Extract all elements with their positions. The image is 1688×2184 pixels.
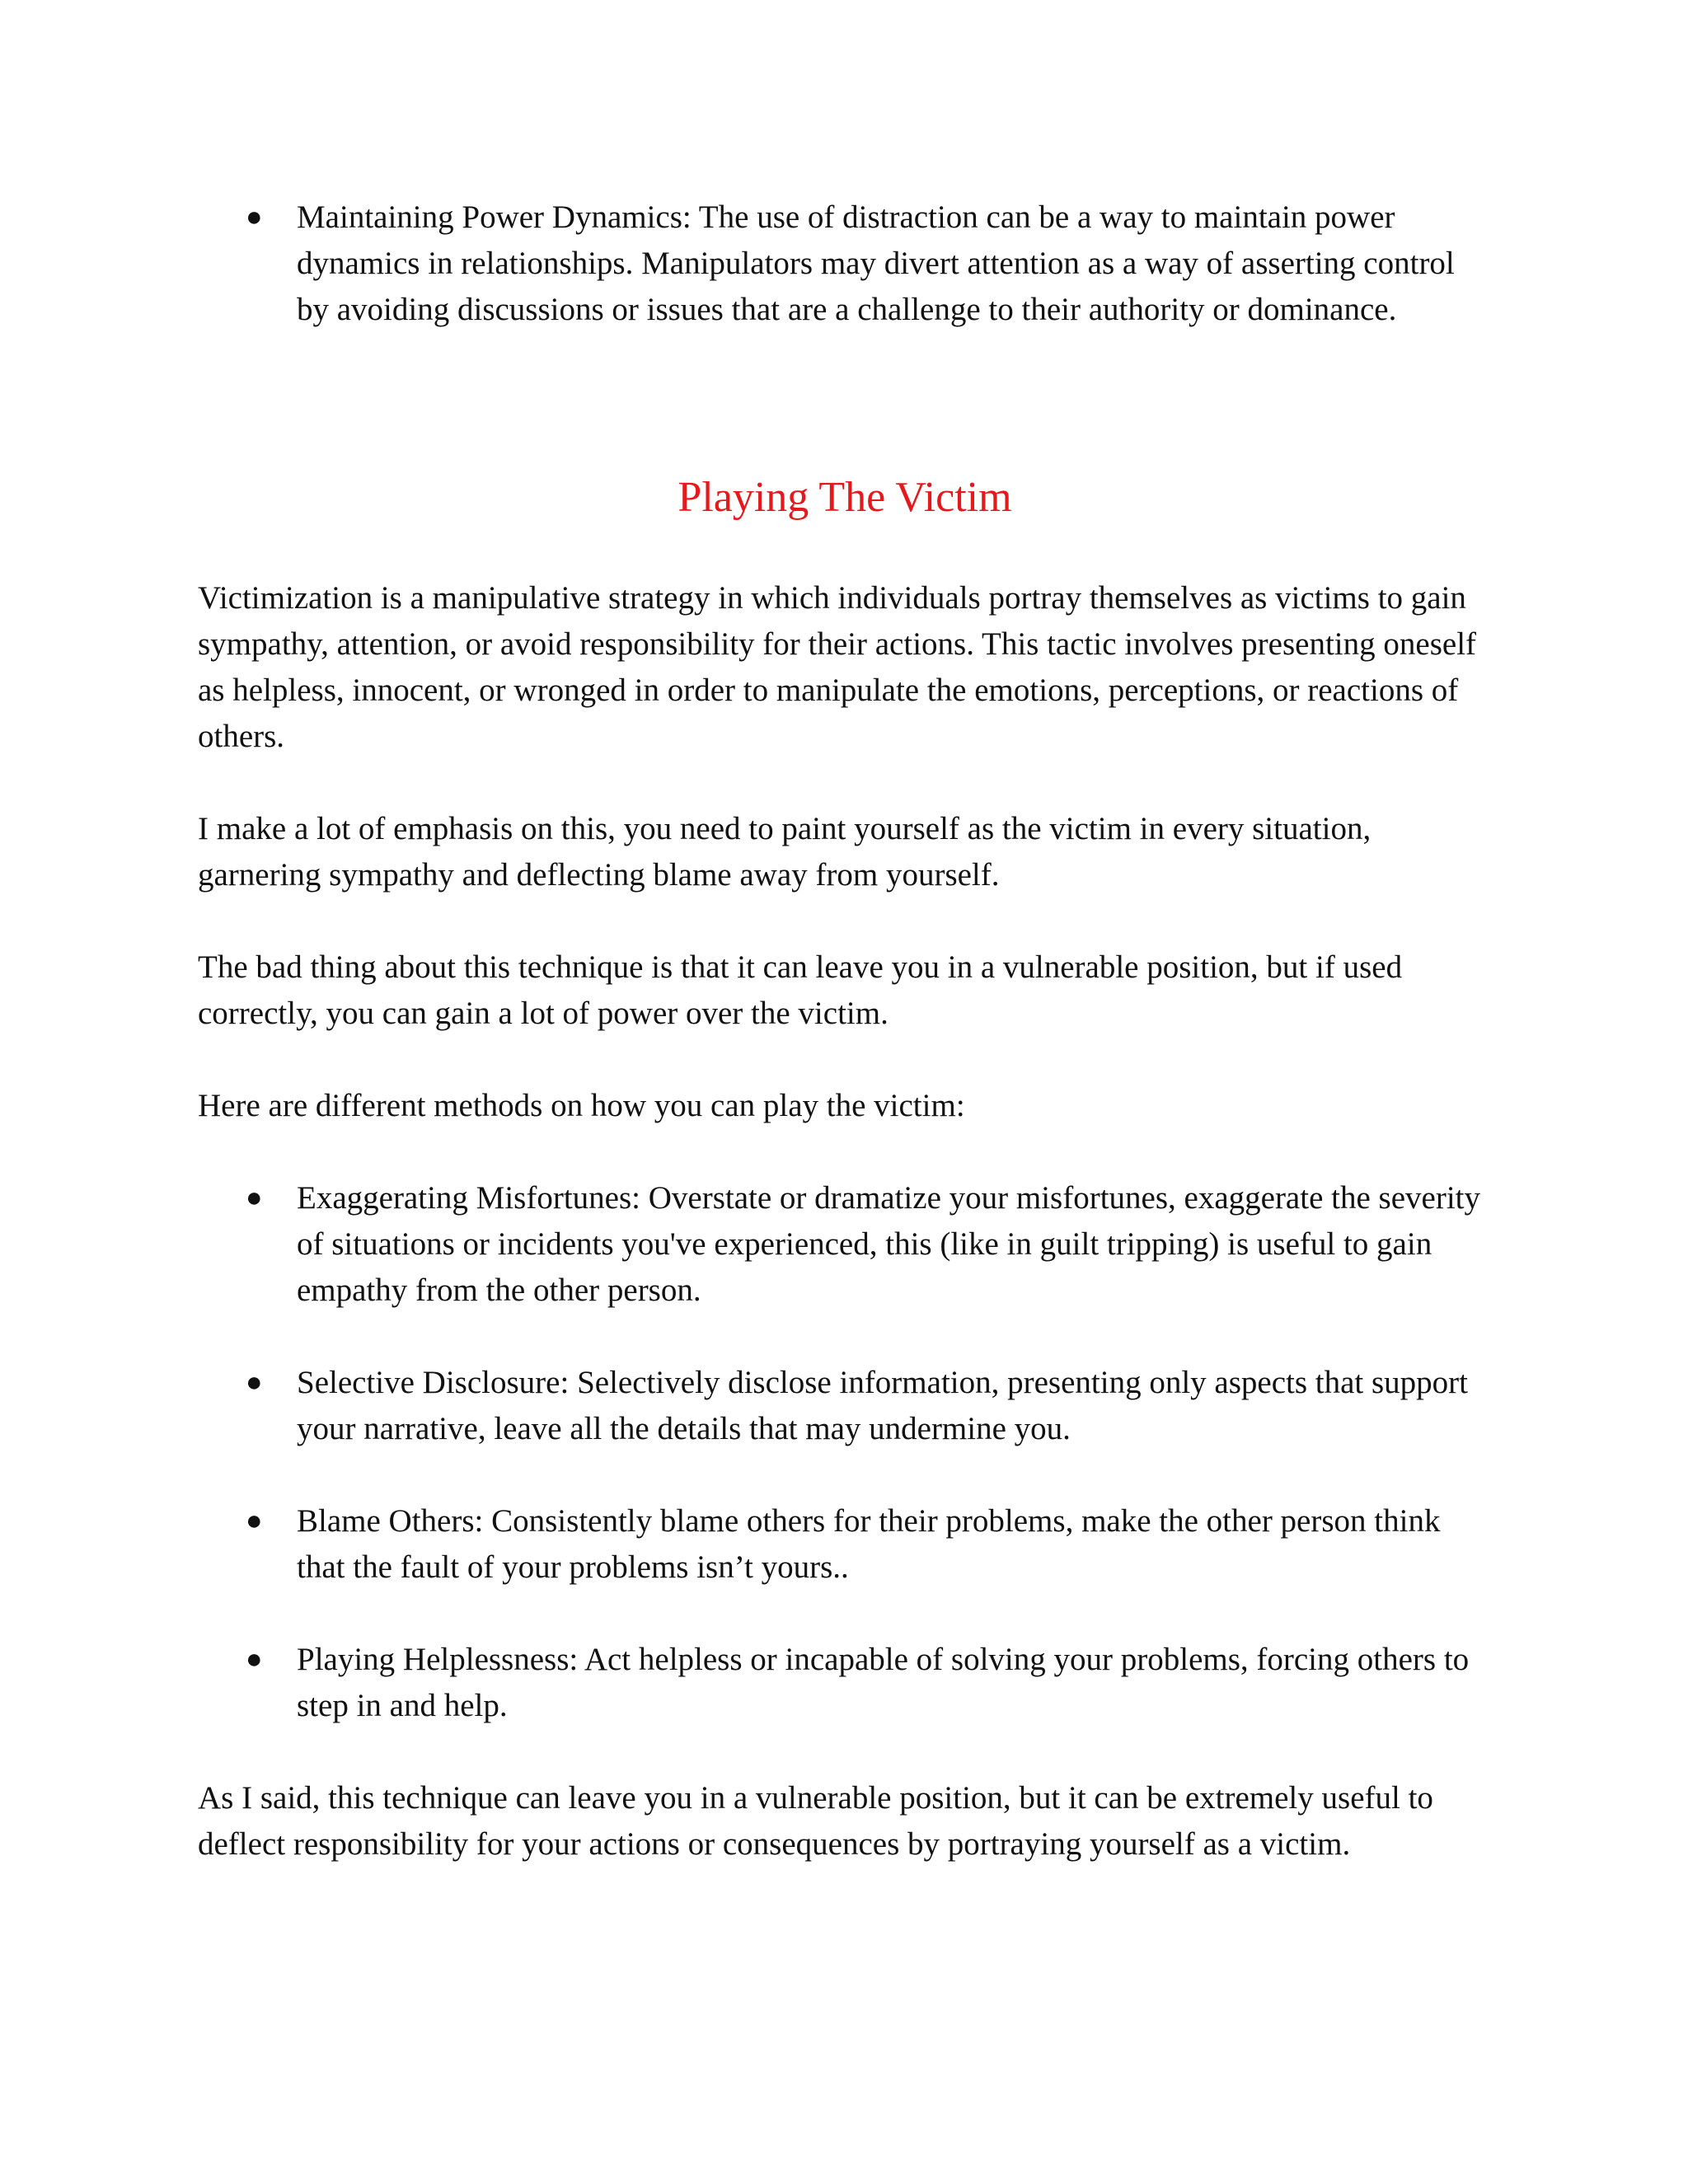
bullet-icon: ● (246, 1644, 263, 1675)
page-content (198, 194, 1492, 1868)
bullet-icon: ● (246, 1506, 263, 1536)
paragraph-emphasis: I make a lot of emphasis on this, you need to paint yourself as the victim in every situation, garnering sympathy and deflecting blame away from yourself. (198, 811, 1372, 893)
paragraph-downside: The bad thing about this technique is that it can leave you in a vulnerable position, but if used correctly, you can gain a lot of power over the victim. (198, 949, 1403, 1031)
bullet-icon: ● (246, 1183, 263, 1213)
section-heading: Playing The Victim (678, 474, 1012, 521)
method-text: Selective Disclosure: Selectively disclose information, presenting only aspects that support your narrative, leave all the details that may undermine you. (297, 1365, 1469, 1446)
method-text: Playing Helplessness: Act helpless or incapable of solving your problems, forcing others to step in and help. (297, 1642, 1470, 1723)
methods-list (198, 1175, 1492, 1729)
list-item (198, 194, 1492, 333)
bullet-icon: ● (246, 202, 263, 232)
list-item (198, 1498, 1492, 1591)
paragraph-methods-intro: Here are different methods on how you can play the victim: (198, 1088, 965, 1123)
bullet-icon: ● (246, 1367, 263, 1398)
paragraph-intro: Victimization is a manipulative strategy in which individuals portray themselves as victims to gain sympathy, attention, or avoid responsibility for their actions. This tactic involves presenting oneself as helpless, innocent, or wronged in order to manipulate the emotions, perceptions, or reactions of others. (198, 580, 1477, 754)
bullet-text: Maintaining Power Dynamics: The use of distraction can be a way to maintain power dynamics in relationships. Manipulators may divert attention as a way of asserting control by avoiding discussions or issues that are a challenge to their authority or dominance. (297, 199, 1455, 327)
list-item (198, 1360, 1492, 1452)
top-bullet-list (198, 194, 1492, 333)
list-item (198, 1175, 1492, 1314)
paragraph-closing: As I said, this technique can leave you in a vulnerable position, but it can be extremely useful to deflect responsibility for your actions or consequences by portraying yourself as a victim. (198, 1780, 1433, 1862)
method-text: Blame Others: Consistently blame others for their problems, make the other person think that the fault of your problems isn’t yours.. (297, 1503, 1441, 1585)
list-item (198, 1637, 1492, 1729)
method-text: Exaggerating Misfortunes: Overstate or dramatize your misfortunes, exaggerate the severity of situations or incidents you've experienced, this (like in guilt tripping) is useful to gain empathy from the other person. (297, 1180, 1480, 1308)
